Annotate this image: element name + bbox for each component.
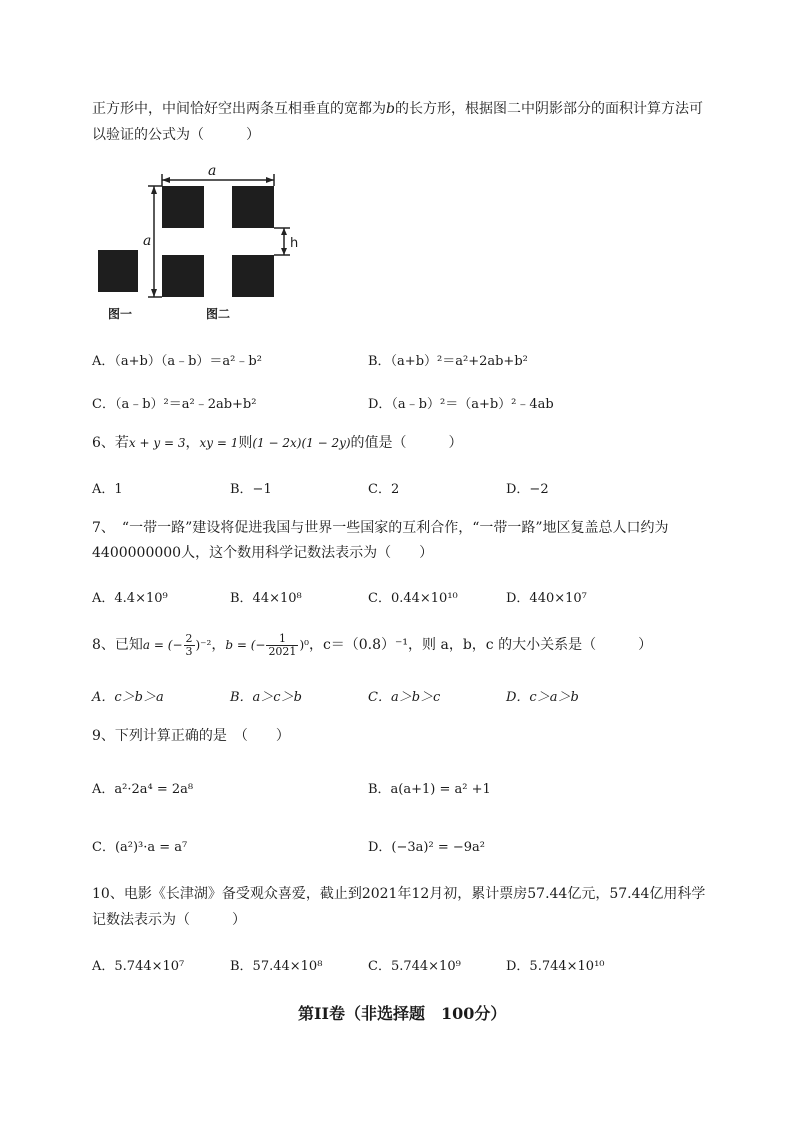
q7-option-b[interactable]: B．44×10⁸	[230, 591, 302, 606]
figure2-square-br	[232, 255, 274, 297]
figure-label-h: h	[290, 236, 299, 251]
q10-option-c[interactable]: C．5.744×10⁹	[368, 959, 461, 974]
q8-option-a[interactable]: A．c＞b＞a	[92, 690, 164, 705]
q6-option-a[interactable]: A．1	[92, 482, 123, 497]
q5-figure	[90, 160, 320, 325]
q7-option-d[interactable]: D．440×10⁷	[506, 591, 587, 606]
q8-fraction-a: $\frac{2}{3}$	[185, 631, 193, 658]
q8-option-c[interactable]: C．a＞b＞c	[368, 690, 441, 705]
q6-option-c[interactable]: C．2	[368, 482, 400, 497]
q6-stem: 6、若x + y = 3，xy = 1则(1 − 2x)(1 − 2y)的值是（ ）	[92, 435, 463, 451]
q9-option-c[interactable]: C．(a²)³·a = a⁷	[92, 840, 188, 855]
q7-option-c[interactable]: C．0.44×10¹⁰	[368, 591, 458, 606]
q10-stem-line2: 记数法表示为（ ）	[92, 912, 246, 928]
q10-option-d[interactable]: D．5.744×10¹⁰	[506, 959, 605, 974]
q7-option-a[interactable]: A．4.4×10⁹	[92, 591, 168, 606]
q9-stem: 9、下列计算正确的是 （ ）	[92, 728, 290, 744]
q8-stem: 8、已知a = (− $\frac{2}{3}$ )⁻²，b = (− $\frac{1}{2021}$ )⁰，c＝（0.8）⁻¹，则 a，b，c 的大小关系是（ ）	[92, 631, 653, 658]
q5-option-c[interactable]: C．（a﹣b）²＝a²﹣2ab+b²	[92, 397, 257, 412]
q8-option-d[interactable]: D．c＞a＞b	[506, 690, 579, 705]
q5-option-a[interactable]: A．（a+b）（a﹣b）＝a²﹣b²	[92, 354, 262, 369]
q9-option-b[interactable]: B．a(a+1) = a² +1	[368, 782, 491, 797]
section-title: 第II卷（非选择题 100分）	[298, 1004, 507, 1023]
q10-option-b[interactable]: B．57.44×10⁸	[230, 959, 323, 974]
figure2-square-tr	[232, 186, 274, 228]
q9-option-a[interactable]: A．a²·2a⁴ = 2a⁸	[92, 782, 194, 797]
figure2-square-bl	[162, 255, 204, 297]
q10-stem-line1: 10、电影《长津湖》备受观众喜爱，截止到2021年12月初，累计票房57.44亿元，57.44亿用科学	[92, 886, 706, 902]
figure-label-a-left: a	[143, 233, 152, 249]
figure1-caption: 图一	[108, 307, 133, 321]
q9-option-d[interactable]: D．(−3a)² = −9a²	[368, 840, 485, 855]
figure1-square	[98, 250, 138, 292]
figure2-caption: 图二	[206, 307, 231, 321]
q7-stem-line1: 7、 “一带一路”建设将促进我国与世界一些国家的互利合作，“一带一路”地区复盖总人口约为	[92, 520, 669, 536]
q7-stem-line2: 4400000000人，这个数用科学记数法表示为（ ）	[92, 545, 434, 561]
q5-option-b[interactable]: B．（a+b）²＝a²+2ab+b²	[368, 354, 528, 369]
q6-option-b[interactable]: B．−1	[230, 482, 272, 497]
q8-fraction-b: $\frac{1}{2021}$	[268, 631, 297, 658]
q10-option-a[interactable]: A．5.744×10⁷	[92, 959, 185, 974]
q5-stem-line1: 正方形中，中间恰好空出两条互相垂直的宽都为b的长方形，根据图二中阴影部分的面积计算方法可	[92, 101, 703, 117]
figure2-square-tl	[162, 186, 204, 228]
q6-option-d[interactable]: D．−2	[506, 482, 549, 497]
q5-stem-line2: 以验证的公式为（ ）	[92, 127, 260, 143]
q5-option-d[interactable]: D．（a﹣b）²＝（a+b）²﹣4ab	[368, 397, 554, 412]
figure-label-a-top: a	[208, 163, 217, 179]
q8-option-b[interactable]: B．a＞c＞b	[230, 690, 302, 705]
